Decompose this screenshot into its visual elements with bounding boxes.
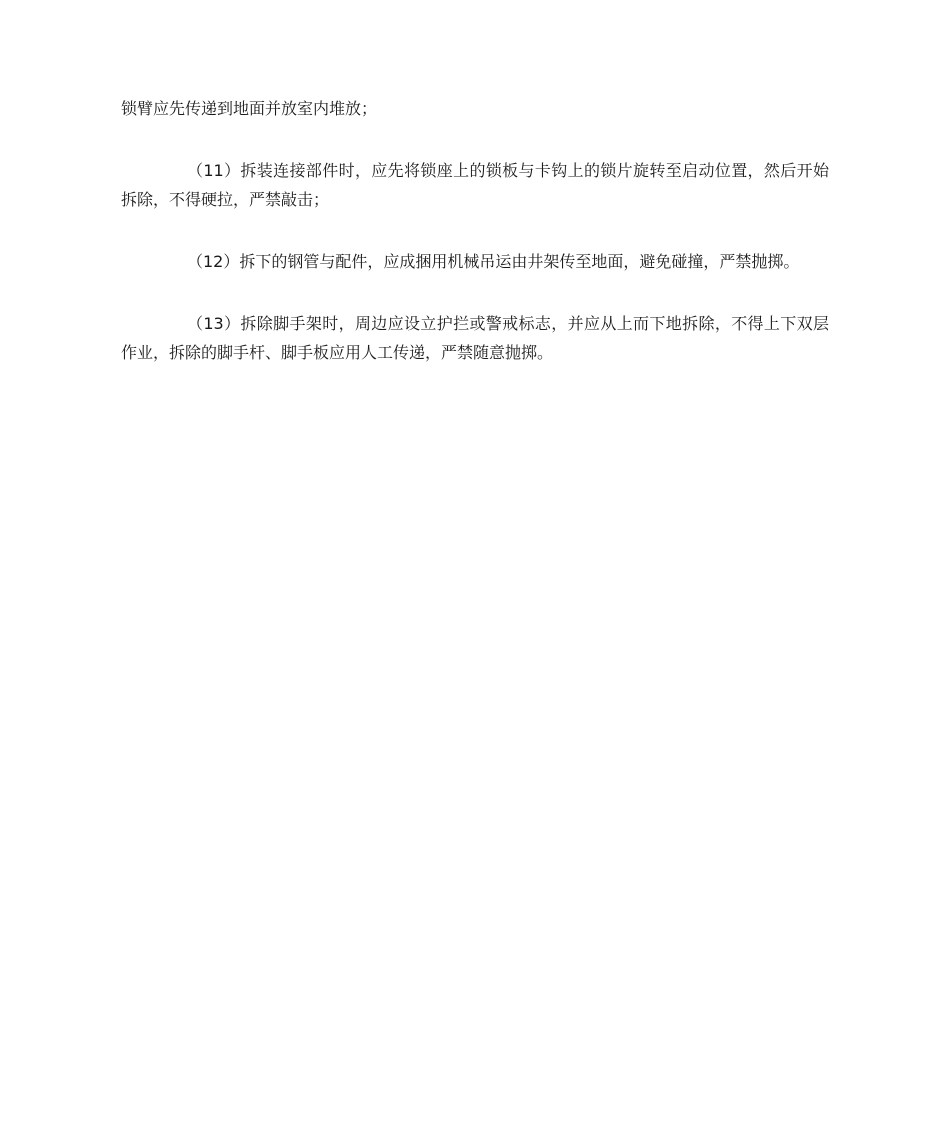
paragraph-item-11: （11）拆装连接部件时，应先将锁座上的锁板与卡钩上的锁片旋转至启动位置，然后开始拆除，不得硬拉，严禁敲击； — [121, 161, 829, 209]
paragraph-item-13: （13）拆除脚手架时，周边应设立护拦或警戒标志，并应从上而下地拆除，不得上下双层作业，拆除的脚手杆、脚手板应用人工传递，严禁随意抛掷。 — [121, 314, 829, 362]
document-body — [121, 94, 829, 400]
paragraph-continuation: 锁臂应先传递到地面并放室内堆放； — [121, 99, 378, 118]
paragraph-item-12: （12）拆下的钢管与配件，应成捆用机械吊运由井架传至地面，避免碰撞，严禁抛掷。 — [187, 252, 800, 271]
